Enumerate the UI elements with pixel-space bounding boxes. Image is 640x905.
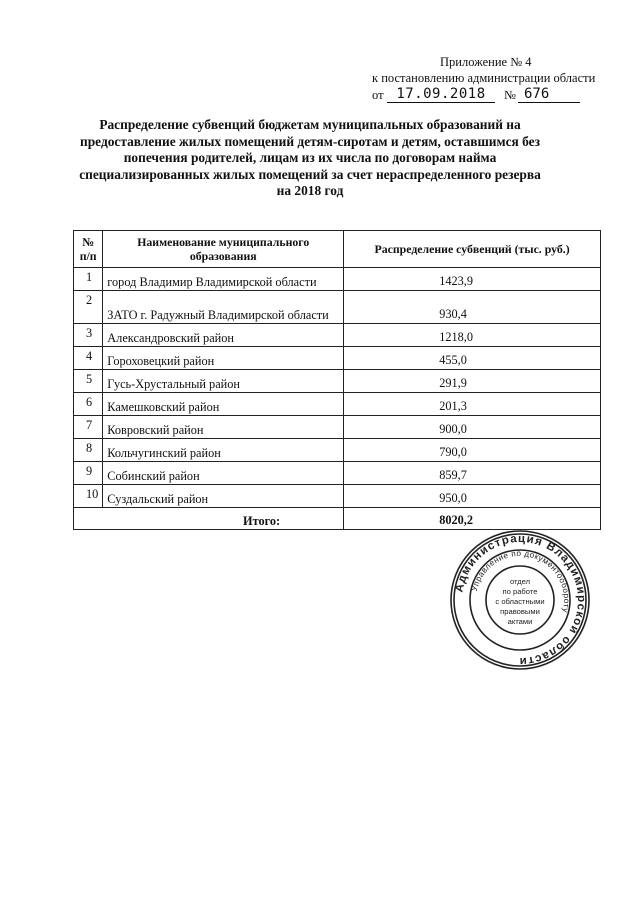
table-header-row bbox=[74, 231, 601, 268]
title-line: Распределение субвенций бюджетам муниципальных образований на bbox=[99, 117, 521, 132]
subvention-table bbox=[73, 230, 601, 530]
stamp-center-line: актами bbox=[507, 617, 533, 626]
row-name: город Владимир Владимирской области bbox=[103, 268, 344, 291]
title-line: на 2018 год bbox=[276, 183, 344, 198]
row-name: Александровский район bbox=[103, 324, 344, 347]
row-name: Кольчугинский район bbox=[103, 439, 344, 462]
table-row bbox=[74, 268, 601, 291]
decree-number: 676 bbox=[518, 86, 580, 103]
document-title bbox=[70, 117, 550, 200]
stamp-center-text bbox=[495, 577, 544, 626]
table-row bbox=[74, 416, 601, 439]
row-value: 930,4 bbox=[344, 291, 601, 324]
row-name: Гусь-Хрустальный район bbox=[103, 370, 344, 393]
table-row bbox=[74, 439, 601, 462]
title-line: предоставление жилых помещений детям-сиротам и детям, оставшимся без bbox=[80, 133, 540, 149]
row-name: Суздальский район bbox=[103, 485, 344, 508]
stamp-center-line: по работе bbox=[502, 587, 538, 596]
table-row bbox=[74, 324, 601, 347]
row-value: 1423,9 bbox=[344, 268, 601, 291]
stamp-inner-textpath: Управление по документообороту bbox=[469, 548, 572, 614]
row-value: 201,3 bbox=[344, 393, 601, 416]
row-num: 3 bbox=[74, 324, 103, 347]
row-value: 291,9 bbox=[344, 370, 601, 393]
header-name: Наименование муниципального образования bbox=[103, 231, 344, 268]
decree-date: 17.09.2018 bbox=[387, 86, 495, 103]
row-num: 6 bbox=[74, 393, 103, 416]
table-row bbox=[74, 291, 601, 324]
row-value: 1218,0 bbox=[344, 324, 601, 347]
row-name: Ковровский район bbox=[103, 416, 344, 439]
row-name: Гороховецкий район bbox=[103, 347, 344, 370]
decree-date-line bbox=[372, 86, 612, 104]
table-row bbox=[74, 462, 601, 485]
row-num: 1 bbox=[74, 268, 103, 291]
row-value: 455,0 bbox=[344, 347, 601, 370]
total-label: Итого: bbox=[74, 508, 344, 530]
appendix-number: Приложение № 4 bbox=[440, 55, 532, 69]
row-value: 900,0 bbox=[344, 416, 601, 439]
title-line: специализированных жилых помещений за счет нераспределенного резерва bbox=[79, 166, 541, 182]
date-prefix: от bbox=[372, 88, 384, 102]
official-round-stamp bbox=[448, 528, 592, 672]
row-num: 7 bbox=[74, 416, 103, 439]
decree-reference: к постановлению администрации области bbox=[372, 71, 596, 85]
row-value: 790,0 bbox=[344, 439, 601, 462]
row-num: 4 bbox=[74, 347, 103, 370]
table-row bbox=[74, 393, 601, 416]
row-value: 950,0 bbox=[344, 485, 601, 508]
row-num: 5 bbox=[74, 370, 103, 393]
header-num: № п/п bbox=[74, 231, 103, 268]
row-num: 2 bbox=[74, 291, 103, 324]
table-row bbox=[74, 485, 601, 508]
header-value: Распределение субвенций (тыс. руб.) bbox=[344, 231, 601, 268]
total-value: 8020,2 bbox=[344, 508, 601, 530]
stamp-outer-textpath: Администрация Владимирской области bbox=[453, 532, 588, 668]
stamp-center-line: с областными bbox=[495, 597, 545, 606]
row-num: 8 bbox=[74, 439, 103, 462]
row-name: ЗАТО г. Радужный Владимирской области bbox=[103, 291, 344, 324]
stamp-center-line: правовыми bbox=[500, 607, 540, 616]
row-num: 9 bbox=[74, 462, 103, 485]
row-name: Собинский район bbox=[103, 462, 344, 485]
table-total-row bbox=[74, 508, 601, 530]
number-prefix: № bbox=[504, 88, 516, 102]
title-line: попечения родителей, лицам из их числа по договорам найма bbox=[123, 150, 497, 165]
table-row bbox=[74, 370, 601, 393]
stamp-center-line: отдел bbox=[509, 577, 531, 586]
table-row bbox=[74, 347, 601, 370]
row-num: 10 bbox=[74, 485, 103, 508]
row-name: Камешковский район bbox=[103, 393, 344, 416]
row-value: 859,7 bbox=[344, 462, 601, 485]
